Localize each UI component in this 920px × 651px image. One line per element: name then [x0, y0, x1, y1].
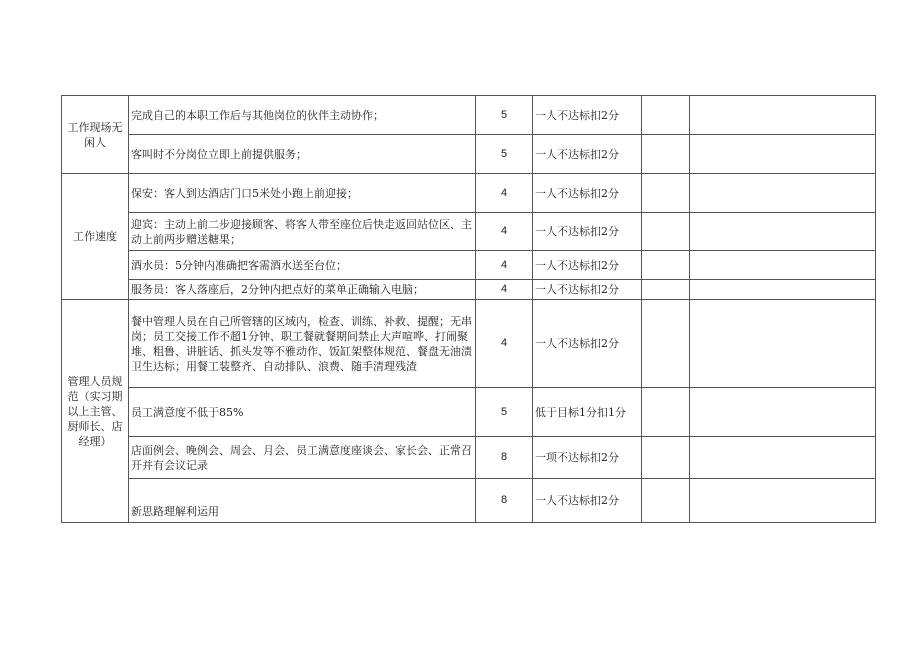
empty-cell [690, 388, 876, 437]
table-row [62, 280, 876, 300]
table-row [62, 174, 876, 213]
description-cell: 迎宾：主动上前二步迎接顾客、将客人带至座位后快走返回站位区、主动上前两步赠送糖果； [129, 213, 476, 251]
description-cell: 餐中管理人员在自己所管辖的区域内，检查、训练、补救、提醒；无串岗；员工交接工作不超1分钟、职工餐就餐期间禁止大声喧哗、打闹聚堆、粗鲁、讲脏话、抓头发等不雅动作、饭缸架整体规范、餐盘无油渍卫生达标；用餐工装整齐、自动排队、浪费、随手清理残渣 [129, 300, 476, 388]
description-cell: 客叫时不分岗位立即上前提供服务； [129, 135, 476, 174]
deduction-cell: 低于目标1分扣1分 [533, 388, 642, 437]
description-cell: 完成自己的本职工作后与其他岗位的伙伴主动协作； [129, 96, 476, 135]
deduction-cell: 一人不达标扣2分 [533, 174, 642, 213]
category-cell: 工作速度 [62, 174, 129, 300]
empty-cell [642, 388, 690, 437]
empty-cell [690, 135, 876, 174]
table-row [62, 300, 876, 388]
deduction-cell: 一人不达标扣2分 [533, 479, 642, 523]
score-cell: 5 [476, 388, 533, 437]
score-cell: 4 [476, 213, 533, 251]
description-cell: 员工满意度不低于85% [129, 388, 476, 437]
empty-cell [690, 251, 876, 280]
description-cell: 保安：客人到达酒店门口5米处小跑上前迎接； [129, 174, 476, 213]
score-cell: 8 [476, 437, 533, 479]
description-cell: 酒水员：5分钟内准确把客需酒水送至台位； [129, 251, 476, 280]
empty-cell [642, 280, 690, 300]
description-cell: 服务员：客人落座后，2分钟内把点好的菜单正确输入电脑； [129, 280, 476, 300]
table-row [62, 437, 876, 479]
evaluation-table [61, 95, 876, 523]
category-cell: 管理人员规范（实习期以上主管、厨师长、店经理） [62, 300, 129, 523]
deduction-cell: 一人不达标扣2分 [533, 96, 642, 135]
empty-cell [690, 437, 876, 479]
score-cell: 4 [476, 174, 533, 213]
table-row [62, 135, 876, 174]
score-cell: 5 [476, 96, 533, 135]
empty-cell [642, 300, 690, 388]
table-row [62, 96, 876, 135]
score-cell: 5 [476, 135, 533, 174]
empty-cell [642, 251, 690, 280]
empty-cell [690, 300, 876, 388]
score-cell: 4 [476, 251, 533, 280]
empty-cell [690, 96, 876, 135]
score-cell: 4 [476, 300, 533, 388]
table-row [62, 479, 876, 523]
deduction-cell: 一人不达标扣2分 [533, 280, 642, 300]
table-row [62, 388, 876, 437]
empty-cell [642, 437, 690, 479]
description-cell: 店面例会、晚例会、周会、月会、员工满意度座谈会、家长会、正常召开并有会议记录 [129, 437, 476, 479]
empty-cell [642, 479, 690, 523]
empty-cell [690, 213, 876, 251]
deduction-cell: 一人不达标扣2分 [533, 251, 642, 280]
deduction-cell: 一人不达标扣2分 [533, 300, 642, 388]
deduction-cell: 一项不达标扣2分 [533, 437, 642, 479]
table-row [62, 251, 876, 280]
empty-cell [642, 96, 690, 135]
category-cell: 工作现场无闲人 [62, 96, 129, 174]
empty-cell [642, 135, 690, 174]
empty-cell [642, 213, 690, 251]
description-cell: 新思路理解利运用 [129, 479, 476, 523]
deduction-cell: 一人不达标扣2分 [533, 135, 642, 174]
empty-cell [690, 280, 876, 300]
empty-cell [690, 174, 876, 213]
empty-cell [690, 479, 876, 523]
score-cell: 4 [476, 280, 533, 300]
score-cell: 8 [476, 479, 533, 523]
deduction-cell: 一人不达标扣2分 [533, 213, 642, 251]
empty-cell [642, 174, 690, 213]
table-row [62, 213, 876, 251]
